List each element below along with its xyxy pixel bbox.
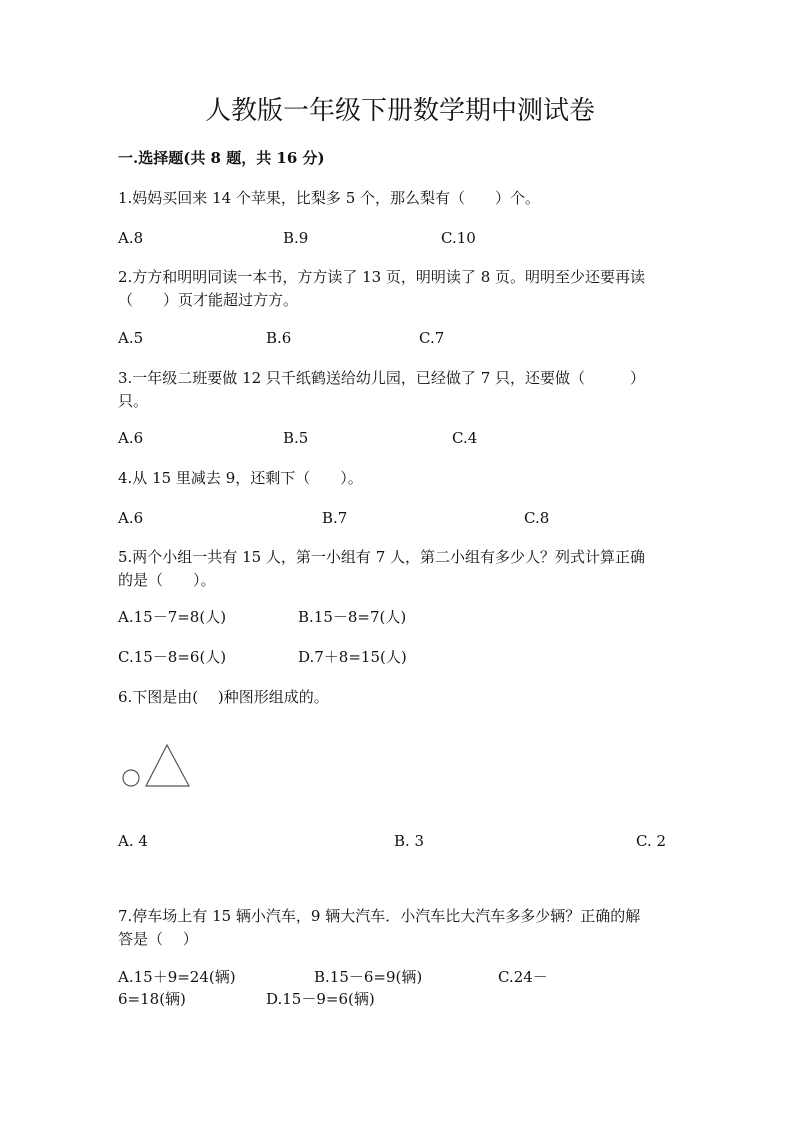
question-4-stem: 4.从 15 里减去 9，还剩下（ ）。 [118, 469, 363, 487]
question-3-option-a: A.6 [118, 429, 144, 447]
section-heading: 一.选择题(共 8 题，共 16 分) [118, 149, 325, 167]
question-3-option-c: C.4 [452, 429, 478, 447]
question-2-option-c: C.7 [419, 329, 445, 347]
question-3-stem-line-1: 3.一年级二班要做 12 只千纸鹤送给幼儿园，已经做了 7 只，还要做（ ） [118, 369, 646, 387]
question-4-option-a: A.6 [118, 509, 144, 527]
question-6-option-c: C. 2 [636, 832, 667, 850]
question-6-option-b: B. 3 [394, 832, 425, 850]
circle-icon [123, 770, 139, 786]
question-6-figure [118, 742, 193, 792]
question-2-option-a: A.5 [118, 329, 144, 347]
question-7-option-b: B.15－6=9(辆) [314, 968, 423, 986]
question-5-stem-line-1: 5.两个小组一共有 15 人，第一小组有 7 人，第二小组有多少人？列式计算正确 [118, 548, 646, 566]
question-4-option-b: B.7 [322, 509, 348, 527]
triangle-icon [146, 745, 189, 786]
question-3-option-b: B.5 [283, 429, 309, 447]
question-5-stem-line-2: 的是（ ）。 [118, 571, 216, 589]
question-2-stem-line-1: 2.方方和明明同读一本书，方方读了 13 页，明明读了 8 页。明明至少还要再读 [118, 268, 646, 286]
question-1-stem: 1.妈妈买回来 14 个苹果，比梨多 5 个，那么梨有（ ）个。 [118, 189, 541, 207]
question-2-stem-line-2: （ ）页才能超过方方。 [118, 291, 299, 309]
question-6-option-a: A. 4 [118, 832, 148, 850]
question-7-stem-line-2: 答是（ ） [118, 930, 198, 948]
question-3-stem-line-2: 只。 [118, 392, 149, 410]
question-7-option-a: A.15＋9=24(辆) [118, 968, 236, 986]
question-5-option-a: A.15－7=8(人) [118, 608, 227, 626]
question-6-stem: 6.下图是由( )种图形组成的。 [118, 688, 329, 706]
page-title: 人教版一年级下册数学期中测试卷 [204, 96, 595, 126]
question-7-stem-line-1: 7.停车场上有 15 辆小汽车，9 辆大汽车．小汽车比大汽车多多少辆？正确的解 [118, 907, 641, 925]
question-1-option-b: B.9 [283, 229, 309, 247]
question-7-option-c-line-2: 6=18(辆) [118, 990, 186, 1008]
question-7-option-d: D.15－9=6(辆) [266, 990, 375, 1008]
question-5-option-d: D.7＋8=15(人) [298, 648, 407, 666]
question-5-option-b: B.15－8=7(人) [298, 608, 407, 626]
question-1-option-c: C.10 [441, 229, 476, 247]
question-1-option-a: A.8 [118, 229, 144, 247]
question-2-option-b: B.6 [266, 329, 292, 347]
question-7-option-c-line-1: C.24－ [498, 968, 548, 986]
question-4-option-c: C.8 [524, 509, 550, 527]
question-5-option-c: C.15－8=6(人) [118, 648, 227, 666]
